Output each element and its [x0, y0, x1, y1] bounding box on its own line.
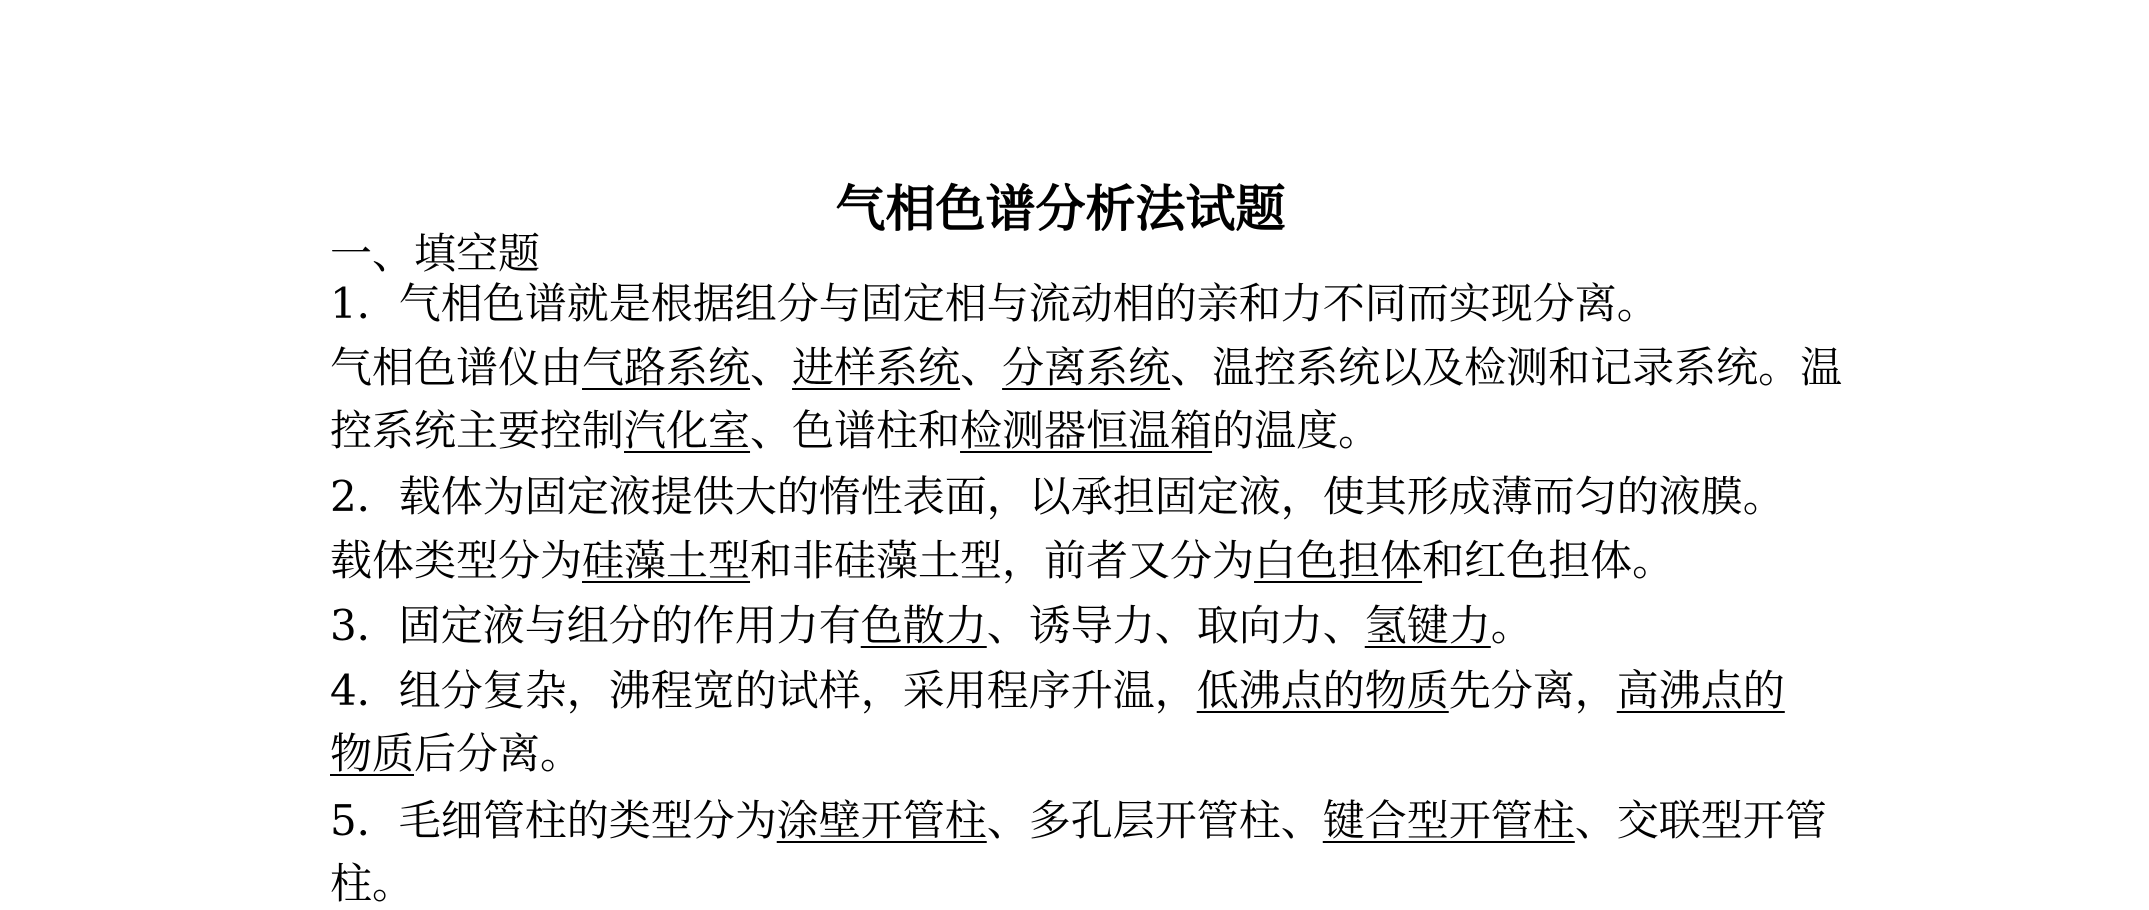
text-segment: 、	[750, 343, 793, 392]
text-segment: 载体类型分为	[330, 536, 583, 585]
text-line	[330, 728, 582, 780]
text-segment: 、	[960, 343, 1003, 392]
text-segment: 和非硅藻土型，前者又分为	[750, 536, 1255, 585]
text-line	[330, 600, 1533, 652]
text-line	[330, 405, 1380, 457]
underlined-answer: 检测器恒温箱	[960, 406, 1213, 455]
text-segment: 5．毛细管柱的类型分为	[330, 796, 777, 845]
section-heading: 一、填空题	[330, 229, 541, 278]
text-segment: 的温度。	[1212, 406, 1381, 455]
text-line	[330, 665, 1785, 717]
text-segment: 。	[1490, 601, 1533, 650]
underlined-answer: 硅藻土型	[582, 536, 751, 585]
document-title-text: 气相色谱分析法试题	[835, 179, 1286, 238]
text-segment: 、多孔层开管柱、	[986, 796, 1323, 845]
text-line	[330, 342, 1842, 394]
underlined-answer: 白色担体	[1254, 536, 1423, 585]
underlined-answer: 氢键力	[1364, 601, 1491, 650]
text-line	[330, 858, 414, 910]
text-segment: 和红色担体。	[1422, 536, 1675, 585]
text-line	[330, 278, 1659, 330]
underlined-answer: 色散力	[860, 601, 987, 650]
text-segment: 控系统主要控制	[330, 406, 625, 455]
text-segment: 、诱导力、取向力、	[986, 601, 1365, 650]
underlined-answer: 键合型开管柱	[1322, 796, 1575, 845]
text-segment: 气相色谱仪由	[330, 343, 583, 392]
text-line	[330, 795, 1827, 847]
text-segment: 2．载体为固定液提供大的惰性表面，以承担固定液，使其形成薄而匀的液膜。	[330, 472, 1785, 521]
text-segment: 1．气相色谱就是根据组分与固定相与流动相的亲和力不同而实现分离。	[330, 279, 1659, 328]
underlined-answer: 进样系统	[792, 343, 961, 392]
text-line	[330, 535, 1674, 587]
text-segment: 、交联型开管	[1574, 796, 1827, 845]
text-segment: 4．组分复杂，沸程宽的试样，采用程序升温，	[330, 666, 1197, 715]
underlined-answer: 低沸点的物质	[1196, 666, 1449, 715]
underlined-answer: 涂壁开管柱	[776, 796, 987, 845]
underlined-answer: 物质	[330, 729, 415, 778]
text-segment: 、温控系统以及检测和记录系统。温	[1170, 343, 1843, 392]
document-title	[0, 178, 2149, 240]
underlined-answer: 分离系统	[1002, 343, 1171, 392]
underlined-answer: 汽化室	[624, 406, 751, 455]
underlined-answer: 高沸点的	[1616, 666, 1785, 715]
text-segment: 先分离，	[1448, 666, 1617, 715]
text-segment: 后分离。	[414, 729, 583, 778]
text-segment: 3．固定液与组分的作用力有	[330, 601, 861, 650]
underlined-answer: 气路系统	[582, 343, 751, 392]
text-segment: 、色谱柱和	[750, 406, 961, 455]
text-segment: 柱。	[330, 859, 415, 908]
text-line	[330, 471, 1785, 523]
